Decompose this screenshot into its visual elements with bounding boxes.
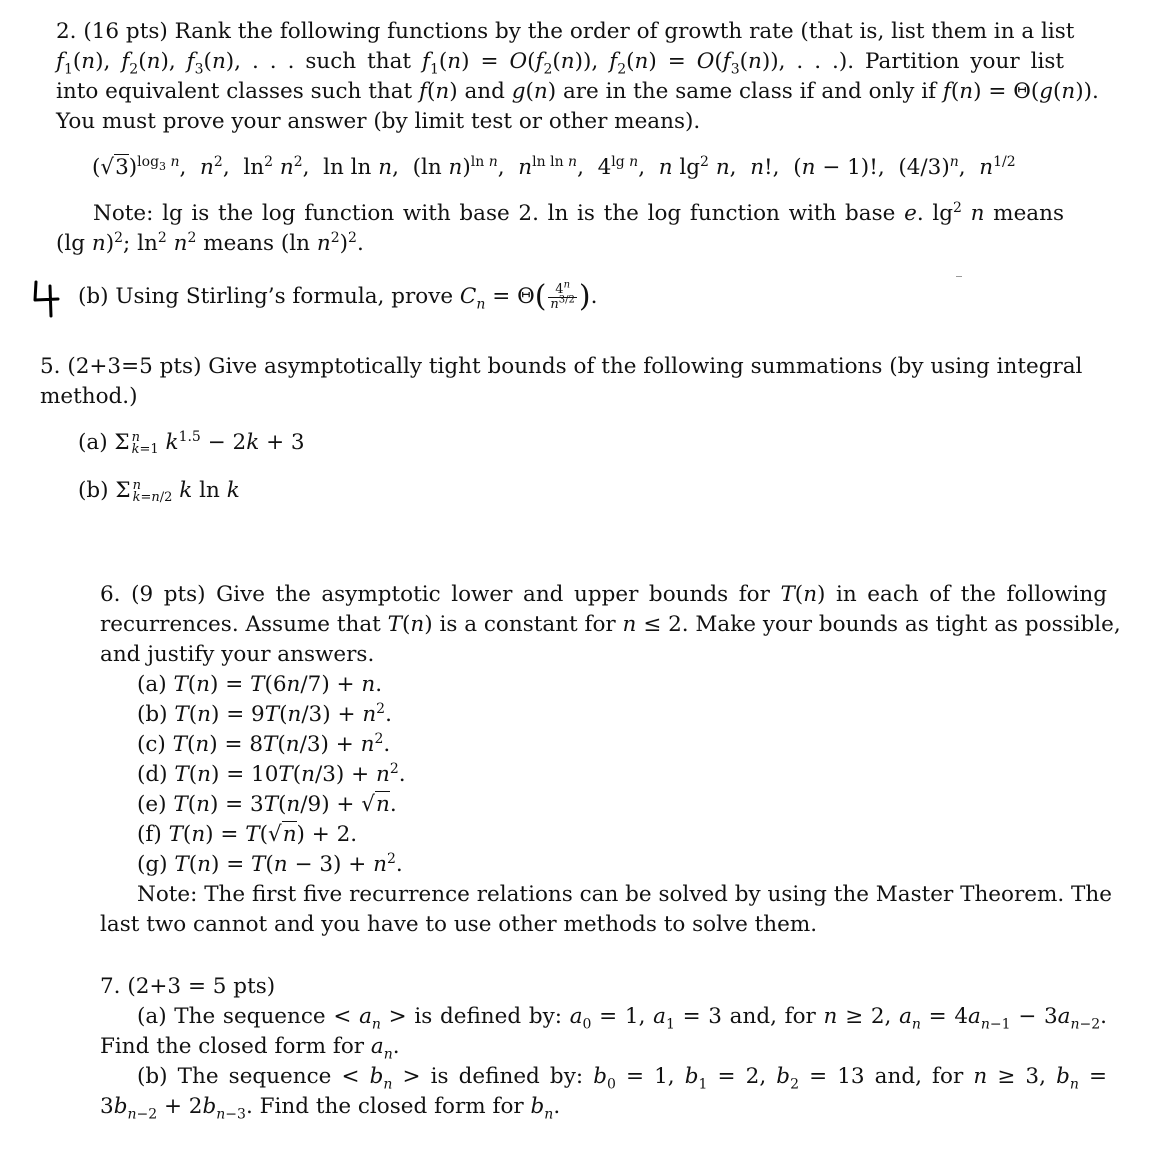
q2-note-line-2: (lg n)$^2$; $\ln^2 n^2$ means (ln $n^2)^2$. bbox=[56, 229, 364, 256]
q6-note bbox=[100, 880, 1112, 940]
q2-note-line-1: Note: lg is the log function with base 2. ln is the log function with base e. $\lg^2 n$ means bbox=[93, 199, 1064, 226]
q5-a: (a) Σ n k=1 $k^{1.5} - 2k + 3$ bbox=[78, 428, 305, 457]
q7-a-line-1: (a) The sequence < $a_n$ > is defined by: $a_0 = 1$, $a_1 = 3$ and, for n ≥ 2, $a_n = 4a_{n-1} - 3a_{n-2}$. bbox=[137, 1004, 1108, 1033]
question-7 bbox=[100, 972, 1107, 1122]
q7-heading: 7. (2+3 = 5 pts) bbox=[100, 974, 276, 999]
q6-note-line-1: Note: The first five recurrence relations can be solved by using the Master Theorem. The bbox=[137, 882, 1112, 907]
q2-line-4: You must prove your answer (by limit test or other means). bbox=[56, 109, 701, 134]
question-5 bbox=[40, 352, 1083, 412]
q6-item-f: (f) T(n) = T(√n) + 2. bbox=[137, 822, 358, 847]
q5-line-2: method.) bbox=[40, 384, 138, 409]
q6-line-2: recurrences. Assume that T(n) is a constant for n ≤ 2. Make your bounds as tight as possible, bbox=[100, 612, 1121, 637]
q6-item-e: (e) T(n) = 3T(n/9) + √n. bbox=[137, 792, 397, 817]
q6-item-c: (c) $T(n) = 8T(n/3) + n^2$. bbox=[137, 730, 391, 757]
q2-line-1: 2. (16 pts) Rank the following functions by the order of growth rate (that is, list them in a list bbox=[56, 19, 1075, 44]
stray-mark bbox=[956, 276, 962, 277]
q6-item-a: (a) T(n) = T(6n/7) + n. bbox=[137, 672, 383, 697]
q2-note bbox=[56, 199, 1064, 259]
q6-item-b: (b) $T(n) = 9T(n/3) + n^2$. bbox=[137, 700, 392, 727]
q5-b: (b) Σ n k=n/2 k ln k bbox=[78, 478, 240, 505]
q5-line-1: 5. (2+3=5 pts) Give asymptotically tight bounds of the following summations (by using integral bbox=[40, 354, 1083, 379]
q6-item-d: (d) $T(n) = 10T(n/3) + n^2$. bbox=[137, 760, 406, 787]
q6-item-g: (g) $T(n) = T(n - 3) + n^2$. bbox=[137, 850, 403, 877]
q4b: (b) Using Stirling’s formula, prove $C_n = \Theta$( $\frac{4^n}{n^{3/2}}$ ). bbox=[78, 279, 598, 314]
question-6 bbox=[100, 580, 1121, 670]
q7-b-line-1: (b) The sequence < $b_n$ > is defined by: $b_0 = 1$, $b_1 = 2$, $b_2 = 13$ and, for n ≥ 3, $b_n$ = bbox=[137, 1064, 1107, 1093]
q6-note-line-2: last two cannot and you have to use other methods to solve them. bbox=[100, 912, 818, 937]
q6-line-1: 6. (9 pts) Give the asymptotic lower and upper bounds for T(n) in each of the following bbox=[100, 582, 1108, 607]
q2-line-3: into equivalent classes such that f(n) and g(n) are in the same class if and only if f(n) = Θ(g(n)). bbox=[56, 79, 1099, 104]
handwritten-4-mark bbox=[28, 278, 68, 318]
q2-line-2: $f_1(n)$, $f_2(n)$, $f_3(n)$, . . . such that $f_1(n) = O(f_2(n))$, $f_2(n) = O(f_3(n))$, . . .). Partition your list bbox=[56, 49, 1065, 78]
question-2 bbox=[56, 17, 1099, 137]
q6-line-3: and justify your answers. bbox=[100, 642, 375, 667]
q6-items bbox=[137, 670, 737, 880]
q2-function-list: $(√3)^{log_3 n}$, $n^2$, $\ln^2 n^2$, ln ln n, (ln n)$^{ln n}$, $n^{ln ln n}$, $4^{lg n}$, n $\lg^2 n$, n!, (n − 1)!, $(4/3)^n$, $n^{1/2}$ bbox=[92, 153, 1016, 180]
q7-a-line-2: Find the closed form for $a_n$. bbox=[100, 1034, 400, 1063]
q7-b-line-2: $3b_{n-2} + 2b_{n-3}$. Find the closed form for $b_n$. bbox=[100, 1094, 561, 1123]
